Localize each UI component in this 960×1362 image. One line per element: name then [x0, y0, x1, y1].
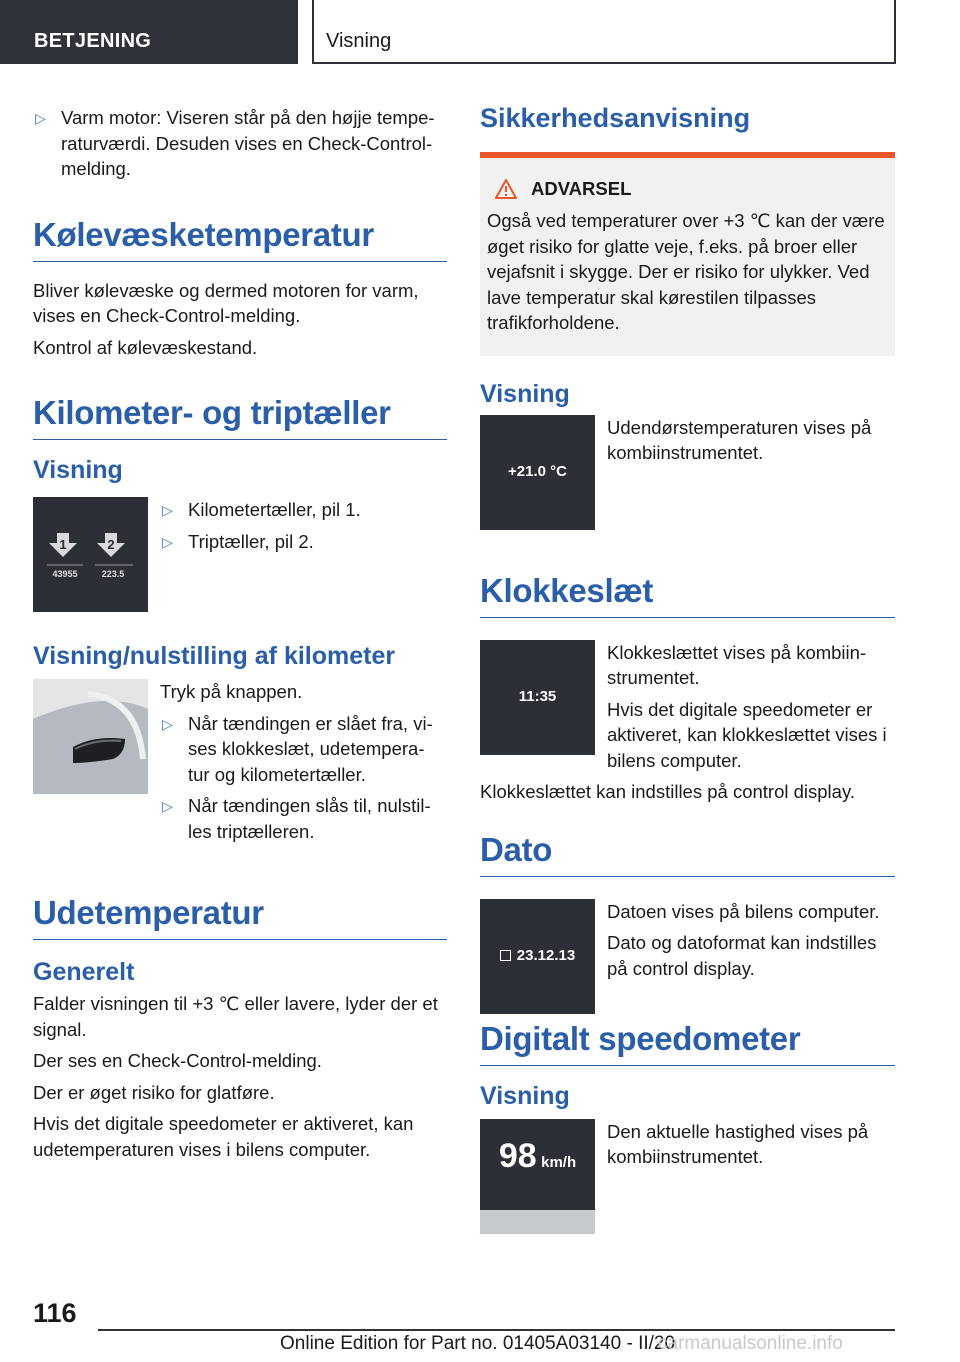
paragraph: Datoen vises på bilens computer.	[607, 900, 880, 922]
temperature-display-image: +21.0 °C	[480, 415, 595, 530]
paragraph: Dato og datoformat kan indstilles på control display.	[607, 932, 877, 979]
speedometer-display-image: 98 km/h	[480, 1119, 595, 1234]
paragraph: Klokkeslættet kan indstilles på control display.	[480, 781, 855, 802]
list-item: ▷ Når tændingen slås til, nulstil- les triptælleren.	[162, 795, 431, 842]
list-item: ▷ Varm motor: Viseren står på den højje tempe- raturværdi. Desuden vises en Check-Control- melding.	[35, 107, 435, 179]
paragraph: Hvis det digitale speedometer er aktiveret, kan udetemperaturen vises i bilens computer.	[33, 1113, 414, 1160]
header-section: BETJENING	[0, 0, 298, 64]
right-column	[480, 95, 895, 1234]
triangle-bullet-icon: ▷	[162, 798, 173, 814]
section-title: Klokkeslæt	[480, 572, 895, 618]
subsection-title: Visning	[33, 456, 123, 484]
list-item: ▷ Triptæller, pil 2.	[160, 529, 447, 555]
warning-title: ADVARSEL	[531, 178, 632, 199]
triangle-bullet-icon: ▷	[162, 502, 173, 518]
triangle-bullet-icon: ▷	[162, 715, 173, 732]
section-title: Digitalt speedometer	[480, 1020, 895, 1066]
arrow-label-1: 1	[59, 537, 67, 552]
subsection-title: Visning	[480, 379, 570, 408]
paragraph: Kontrol af kølevæskestand.	[33, 336, 258, 358]
warning-text: Også ved temperaturer over +3 ℃ kan der være øget risiko for glatte veje, f.eks. på broer eller vejafsnit i skygge. Der er risiko for ulykker. Ved lave temperatur skal kørestilen tilpasses trafikforholdene.	[487, 210, 885, 333]
header-chapter: Visning	[312, 0, 896, 64]
paragraph: Tryk på knappen.	[160, 681, 303, 702]
clock-display-image: 11:35	[480, 640, 595, 755]
warning-box	[480, 152, 895, 356]
section-title: Kilometer- og triptæller	[33, 394, 447, 440]
subsection-title: Visning/nulstilling af kilometer	[33, 642, 396, 670]
section-title: Udetemperatur	[33, 894, 447, 940]
paragraph: Bliver kølevæske og dermed motoren for varm, vises en Check-Control-melding.	[33, 279, 419, 326]
paragraph: Klokkeslættet vises på kombiin- strumentet.	[607, 641, 867, 688]
subsection-title: Sikkerhedsanvisning	[480, 103, 751, 133]
subsection-title: Generelt	[33, 958, 135, 986]
left-column	[33, 95, 447, 1162]
list-item: ▷ Kilometertæller, pil 1.	[160, 497, 447, 523]
paragraph: Der er øget risiko for glatføre.	[33, 1081, 275, 1103]
paragraph: Der ses en Check-Control-melding.	[33, 1050, 322, 1071]
footer-rule	[98, 1329, 895, 1331]
subsection-title: Visning	[480, 1081, 570, 1110]
calendar-icon	[500, 950, 511, 961]
reset-button-image	[33, 679, 148, 794]
date-display-image: 23.12.13	[480, 899, 595, 1014]
odometer-value: 43955	[52, 569, 78, 579]
warning-icon	[495, 179, 517, 199]
triangle-bullet-icon: ▷	[162, 533, 173, 550]
triangle-bullet-icon: ▷	[35, 110, 46, 126]
footer-site: carmanualsonline.info	[658, 1333, 843, 1354]
odometer-display-image	[33, 497, 148, 612]
trip-value: 223.5	[101, 569, 125, 579]
list-item: ▷ Når tændingen er slået fra, vi- ses klokkeslæt, udetempera- tur og kilometertæller.	[162, 712, 433, 785]
paragraph: Udendørstemperaturen vises på kombiinstrumentet.	[607, 416, 872, 463]
section-title: Dato	[480, 831, 895, 877]
section-title: Kølevæsketemperatur	[33, 216, 447, 262]
paragraph: Falder visningen til +3 ℃ eller lavere, lyder der et signal.	[33, 993, 438, 1040]
paragraph: Den aktuelle hastighed vises på kombiinstrumentet.	[607, 1120, 869, 1167]
page-number: 116	[33, 1298, 77, 1328]
arrow-label-2: 2	[107, 537, 115, 552]
paragraph: Hvis det digitale speedometer er aktiveret, kan klokkeslættet vises i bilens computer.	[607, 698, 887, 771]
footer-edition: Online Edition for Part no. 01405A03140 - II/20	[280, 1333, 676, 1354]
